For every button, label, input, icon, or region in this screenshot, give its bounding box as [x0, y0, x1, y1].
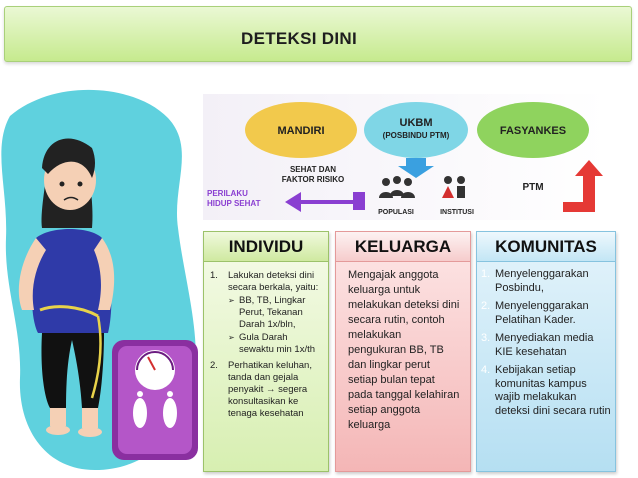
- mandiri-label: MANDIRI: [277, 125, 325, 137]
- ptm-label: PTM: [522, 182, 544, 193]
- ukbm-sublabel: (POSBINDU PTM): [382, 131, 450, 140]
- keluarga-title: KELUARGA: [336, 232, 470, 262]
- fasyankes-label: FASYANKES: [499, 125, 567, 137]
- title-bar: [4, 6, 632, 62]
- komunitas-title: KOMUNITAS: [477, 232, 615, 262]
- komunitas-item-4: 4. Kebijakan setiap komunitas kampus wajib melakukan deteksi dini secara rutin: [481, 364, 611, 417]
- sehat-label: SEHAT DAN: [289, 165, 337, 174]
- scale-icon: [112, 340, 198, 460]
- ukbm-label: UKBM: [399, 117, 433, 129]
- populasi-label: POPULASI: [378, 209, 414, 216]
- perilaku-label: PERILAKU: [207, 189, 248, 198]
- komunitas-column: [476, 231, 616, 472]
- komunitas-item-3: 3. Menyediakan media KIE kesehatan: [481, 332, 594, 358]
- institusi-label: INSTITUSI: [440, 209, 474, 216]
- right-arrow-icon: →: [266, 384, 276, 395]
- keluarga-column: [335, 231, 471, 472]
- individu-title: INDIVIDU: [204, 232, 328, 262]
- individu-subitem-2: ➢ Gula Darah sewaktu min 1x/th: [228, 332, 316, 355]
- hidup-sehat-label: HIDUP SEHAT: [207, 199, 261, 208]
- individu-item-1: 1. Lakukan deteksi dini secara berkala, yaitu: ➢ BB, TB, Lingkar Perut, Tekanan Darah 1x/bln, ➢ Gula Darah sewaktu min 1x/th: [210, 270, 324, 356]
- individu-column: [203, 231, 329, 472]
- page-title: DETEKSI DINI: [241, 29, 358, 48]
- komunitas-item-1: 1. Menyelenggarakan Posbindu,: [481, 268, 589, 294]
- individu-item-2: 2. Perhatikan keluhan, tanda dan gejala penyakit → segera konsultasikan ke tenaga kesehatan: [210, 360, 312, 419]
- arrow-bullet-icon: ➢: [228, 333, 235, 342]
- ukbm-oval: [364, 102, 468, 158]
- risk-factor-diagram: [203, 94, 607, 220]
- weight-illustration: [0, 78, 200, 478]
- komunitas-item-2: 2. Menyelenggarakan Pelatihan Kader.: [481, 300, 589, 326]
- arrow-bullet-icon: ➢: [228, 296, 235, 305]
- individu-subitem-1: ➢ BB, TB, Lingkar Perut, Tekanan Darah 1x/bln,: [228, 295, 306, 330]
- faktor-risiko-label: FAKTOR RISIKO: [281, 175, 345, 184]
- keluarga-text: Mengajak anggota keluarga untuk melakukan deteksi dini secara rutin, contoh melakukan pengukuran BB, TB dan lingkar perut setiap bulan tepat pada tanggal kelahiran setiap anggota keluarga: [348, 269, 460, 431]
